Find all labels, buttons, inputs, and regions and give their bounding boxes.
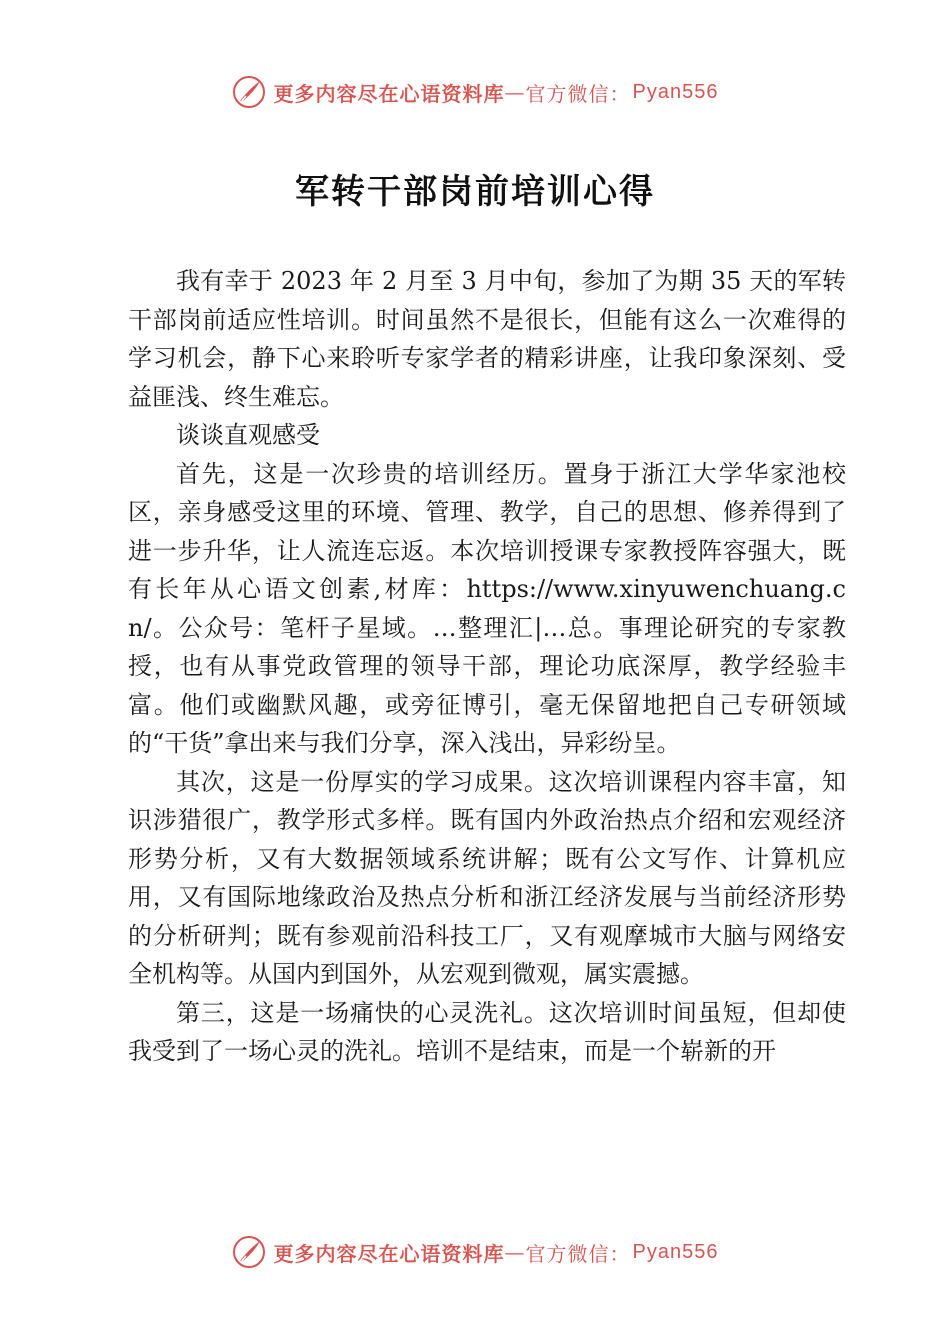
banner-brand-text: 更多内容尽在心语资料库 <box>273 1241 505 1266</box>
header-watermark-banner <box>0 72 950 112</box>
banner-wechat-label: 官方微信： <box>525 81 631 106</box>
banner-separator: — <box>504 1240 526 1264</box>
banner-wechat-id: Pyan556 <box>632 80 719 103</box>
document-title: 军转干部岗前培训心得 <box>295 172 655 212</box>
paragraph-first: 首先，这是一次珍贵的培训经历。置身于浙江大学华家池校区，亲身感受这里的环境、管理、教学，自己的思想、修养得到了进一步升华，让人流连忘返。本次培训授课专家教授阵容强大，既有长年从心语文创素,材库：https://www.xinyuwenchuang.cn/。公众号：笔杆子星域。…整理汇|…总。事理论研究的专家教授，也有从事党政管理的领导干部，理论功底深厚，教学经验丰富。他们或幽默风趣，或旁征博引，毫无保留地把自己专研领域的“干货”拿出来与我们分享，深入浅出，异彩纷呈。 <box>128 459 846 757</box>
banner-wechat-id: Pyan556 <box>632 1240 719 1263</box>
paragraph-subheading: 谈谈直观感受 <box>176 421 320 449</box>
document-body <box>128 262 846 1071</box>
footer-watermark-banner <box>0 1232 950 1272</box>
quill-logo-icon <box>232 1235 266 1269</box>
banner-brand-text: 更多内容尽在心语资料库 <box>273 81 505 106</box>
quill-logo-icon <box>232 75 266 109</box>
paragraph-second: 其次，这是一份厚实的学习成果。这次培训课程内容丰富，知识涉猎很广，教学形式多样。既有国内外政治热点介绍和宏观经济形势分析，又有大数据领域系统讲解；既有公文写作、计算机应用，又有国际地缘政治及热点分析和浙江经济发展与当前经济形势的分析研判；既有参观前沿科技工厂，又有观摩城市大脑与网络安全机构等。从国内到国外，从宏观到微观，属实震撼。 <box>128 767 846 988</box>
banner-wechat-label: 官方微信： <box>525 1241 631 1266</box>
paragraph-third: 第三，这是一场痛快的心灵洗礼。这次培训时间虽短，但却使我受到了一场心灵的洗礼。培训不是结束，而是一个崭新的开 <box>128 998 846 1065</box>
paragraph-intro: 我有幸于 2023 年 2 月至 3 月中旬，参加了为期 35 天的军转干部岗前适应性培训。时间虽然不是很长，但能有这么一次难得的学习机会，静下心来聆听专家学者的精彩讲座，让我印象深刻、受益匪浅、终生难忘。 <box>128 267 846 411</box>
banner-separator: — <box>504 80 526 104</box>
